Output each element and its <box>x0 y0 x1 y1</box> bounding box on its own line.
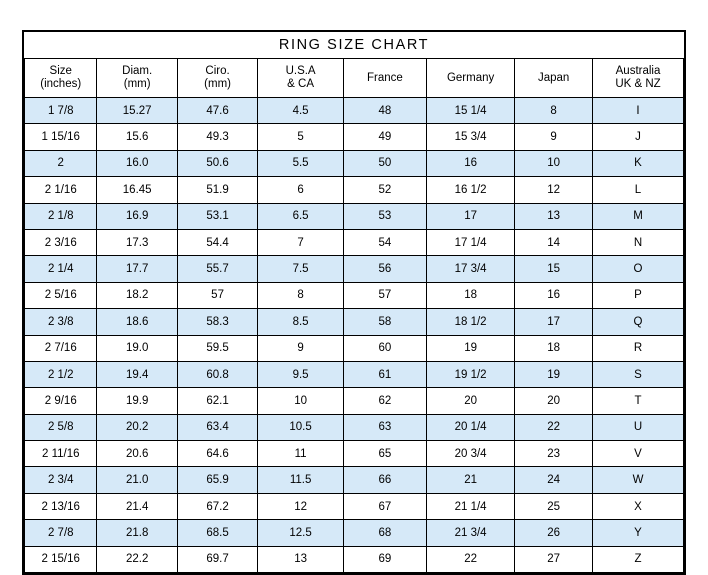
table-cell: 6 <box>258 177 344 203</box>
table-cell: 48 <box>343 98 426 124</box>
table-cell: 23 <box>515 441 593 467</box>
table-cell: 18 <box>426 282 514 308</box>
table-cell: 54.4 <box>177 229 257 255</box>
table-cell: 2 5/16 <box>25 282 97 308</box>
table-cell: 13 <box>515 203 593 229</box>
table-cell: 2 3/8 <box>25 309 97 335</box>
table-cell: 52 <box>343 177 426 203</box>
table-cell: 16 <box>426 150 514 176</box>
table-cell: 67 <box>343 493 426 519</box>
table-cell: 15.6 <box>97 124 177 150</box>
table-cell: 8 <box>258 282 344 308</box>
table-cell: 17 <box>515 309 593 335</box>
table-row <box>25 441 684 467</box>
table-cell: 8.5 <box>258 309 344 335</box>
table-cell: 58.3 <box>177 309 257 335</box>
table-cell: 53 <box>343 203 426 229</box>
table-cell: 50 <box>343 150 426 176</box>
table-cell: 6.5 <box>258 203 344 229</box>
table-cell: 59.5 <box>177 335 257 361</box>
table-cell: 17 1/4 <box>426 229 514 255</box>
column-header-line2: & CA <box>287 78 315 90</box>
table-cell: 19 <box>515 361 593 387</box>
table-cell: J <box>593 124 684 150</box>
column-header-4 <box>343 59 426 98</box>
table-cell: 69.7 <box>177 546 257 572</box>
table-cell: 21 1/4 <box>426 493 514 519</box>
table-cell: 60.8 <box>177 361 257 387</box>
table-row <box>25 150 684 176</box>
column-header-line1: Diam. <box>122 65 153 77</box>
table-cell: 63.4 <box>177 414 257 440</box>
table-cell: 69 <box>343 546 426 572</box>
table-cell: 2 1/8 <box>25 203 97 229</box>
table-cell: 21 <box>426 467 514 493</box>
table-row <box>25 309 684 335</box>
table-cell: 2 5/8 <box>25 414 97 440</box>
table-cell: 8 <box>515 98 593 124</box>
chart-title: RING SIZE CHART <box>25 32 684 59</box>
table-cell: 11.5 <box>258 467 344 493</box>
table-cell: 12.5 <box>258 520 344 546</box>
table-row <box>25 467 684 493</box>
table-cell: Z <box>593 546 684 572</box>
table-cell: 19 <box>426 335 514 361</box>
table-row <box>25 229 684 255</box>
column-header-line2: UK & NZ <box>615 78 661 90</box>
table-cell: 21.0 <box>97 467 177 493</box>
table-cell: 2 3/16 <box>25 229 97 255</box>
table-cell: 68.5 <box>177 520 257 546</box>
table-row <box>25 256 684 282</box>
column-header-3 <box>258 59 344 98</box>
table-cell: 50.6 <box>177 150 257 176</box>
table-row <box>25 177 684 203</box>
table-cell: 2 15/16 <box>25 546 97 572</box>
table-cell: L <box>593 177 684 203</box>
column-header-line1: France <box>367 71 403 84</box>
table-cell: 7.5 <box>258 256 344 282</box>
table-cell: 27 <box>515 546 593 572</box>
table-cell: 19.4 <box>97 361 177 387</box>
table-cell: 4.5 <box>258 98 344 124</box>
column-header-line2: (mm) <box>123 78 151 90</box>
table-cell: 15 <box>515 256 593 282</box>
column-header-2 <box>177 59 257 98</box>
table-cell: 2 1/4 <box>25 256 97 282</box>
table-cell: 2 <box>25 150 97 176</box>
table-cell: 15.27 <box>97 98 177 124</box>
table-cell: 62.1 <box>177 388 257 414</box>
table-cell: K <box>593 150 684 176</box>
table-cell: 9 <box>515 124 593 150</box>
table-cell: 18.6 <box>97 309 177 335</box>
table-cell: 2 13/16 <box>25 493 97 519</box>
table-cell: 20 1/4 <box>426 414 514 440</box>
column-header-5 <box>426 59 514 98</box>
table-row <box>25 388 684 414</box>
table-cell: 47.6 <box>177 98 257 124</box>
column-header-7 <box>593 59 684 98</box>
column-header-line1: Germany <box>446 71 495 84</box>
table-cell: 12 <box>515 177 593 203</box>
table-cell: 68 <box>343 520 426 546</box>
table-cell: 22.2 <box>97 546 177 572</box>
column-header-line1: Japan <box>537 71 570 84</box>
table-cell: 2 7/8 <box>25 520 97 546</box>
table-cell: X <box>593 493 684 519</box>
table-cell: 49.3 <box>177 124 257 150</box>
table-cell: 20.2 <box>97 414 177 440</box>
table-cell: 1 15/16 <box>25 124 97 150</box>
table-cell: 26 <box>515 520 593 546</box>
table-cell: 20 <box>515 388 593 414</box>
ring-size-table <box>24 32 684 573</box>
table-cell: 49 <box>343 124 426 150</box>
table-cell: 10 <box>515 150 593 176</box>
table-cell: V <box>593 441 684 467</box>
table-cell: 58 <box>343 309 426 335</box>
table-cell: M <box>593 203 684 229</box>
table-cell: 22 <box>515 414 593 440</box>
table-cell: P <box>593 282 684 308</box>
table-cell: O <box>593 256 684 282</box>
table-row <box>25 493 684 519</box>
column-header-line2: (mm) <box>204 78 231 90</box>
table-cell: 66 <box>343 467 426 493</box>
table-cell: 2 7/16 <box>25 335 97 361</box>
table-cell: Q <box>593 309 684 335</box>
table-cell: 16.0 <box>97 150 177 176</box>
table-row <box>25 361 684 387</box>
table-cell: 16.45 <box>97 177 177 203</box>
column-header-1 <box>97 59 177 98</box>
table-row <box>25 335 684 361</box>
table-cell: 17 3/4 <box>426 256 514 282</box>
column-header-6 <box>515 59 593 98</box>
table-cell: 9 <box>258 335 344 361</box>
table-cell: 64.6 <box>177 441 257 467</box>
ring-size-chart <box>22 30 686 575</box>
table-cell: 17 <box>426 203 514 229</box>
table-row <box>25 546 684 572</box>
table-cell: N <box>593 229 684 255</box>
column-header-line2: (inches) <box>40 78 82 90</box>
table-cell: 67.2 <box>177 493 257 519</box>
table-cell: 9.5 <box>258 361 344 387</box>
table-cell: 65 <box>343 441 426 467</box>
table-cell: 2 3/4 <box>25 467 97 493</box>
table-cell: 14 <box>515 229 593 255</box>
table-cell: 10.5 <box>258 414 344 440</box>
table-cell: 19.0 <box>97 335 177 361</box>
table-row <box>25 98 684 124</box>
table-cell: 5 <box>258 124 344 150</box>
column-header-0 <box>25 59 97 98</box>
table-cell: 17.3 <box>97 229 177 255</box>
table-cell: 7 <box>258 229 344 255</box>
table-cell: 16 1/2 <box>426 177 514 203</box>
table-cell: 5.5 <box>258 150 344 176</box>
table-cell: 55.7 <box>177 256 257 282</box>
table-cell: Y <box>593 520 684 546</box>
table-cell: W <box>593 467 684 493</box>
table-cell: 63 <box>343 414 426 440</box>
table-cell: 57 <box>177 282 257 308</box>
table-cell: 19 1/2 <box>426 361 514 387</box>
table-cell: 56 <box>343 256 426 282</box>
table-cell: 18 1/2 <box>426 309 514 335</box>
table-cell: 54 <box>343 229 426 255</box>
table-cell: 15 3/4 <box>426 124 514 150</box>
table-cell: 21 3/4 <box>426 520 514 546</box>
table-cell: 21.4 <box>97 493 177 519</box>
table-cell: 18 <box>515 335 593 361</box>
table-cell: R <box>593 335 684 361</box>
table-cell: 2 9/16 <box>25 388 97 414</box>
table-cell: 22 <box>426 546 514 572</box>
table-cell: 60 <box>343 335 426 361</box>
table-cell: I <box>593 98 684 124</box>
table-cell: 20 <box>426 388 514 414</box>
table-cell: 16 <box>515 282 593 308</box>
table-cell: 24 <box>515 467 593 493</box>
table-cell: 2 1/2 <box>25 361 97 387</box>
table-cell: 65.9 <box>177 467 257 493</box>
table-cell: S <box>593 361 684 387</box>
table-cell: 20.6 <box>97 441 177 467</box>
table-cell: 16.9 <box>97 203 177 229</box>
table-cell: 11 <box>258 441 344 467</box>
table-cell: 21.8 <box>97 520 177 546</box>
table-cell: T <box>593 388 684 414</box>
table-cell: U <box>593 414 684 440</box>
table-cell: 57 <box>343 282 426 308</box>
column-header-line1: Ciro. <box>205 65 230 77</box>
table-cell: 61 <box>343 361 426 387</box>
table-cell: 2 1/16 <box>25 177 97 203</box>
column-header-line1: Australia <box>615 65 661 77</box>
table-cell: 51.9 <box>177 177 257 203</box>
table-header-row <box>25 59 684 98</box>
table-row <box>25 282 684 308</box>
table-cell: 17.7 <box>97 256 177 282</box>
table-cell: 25 <box>515 493 593 519</box>
table-cell: 62 <box>343 388 426 414</box>
table-cell: 53.1 <box>177 203 257 229</box>
column-header-line1: U.S.A <box>285 65 316 77</box>
column-header-line1: Size <box>49 65 72 77</box>
table-cell: 13 <box>258 546 344 572</box>
table-cell: 1 7/8 <box>25 98 97 124</box>
table-cell: 19.9 <box>97 388 177 414</box>
table-cell: 18.2 <box>97 282 177 308</box>
table-row <box>25 520 684 546</box>
table-title-row <box>25 32 684 59</box>
table-cell: 12 <box>258 493 344 519</box>
table-cell: 2 11/16 <box>25 441 97 467</box>
table-row <box>25 203 684 229</box>
table-cell: 15 1/4 <box>426 98 514 124</box>
table-cell: 10 <box>258 388 344 414</box>
table-cell: 20 3/4 <box>426 441 514 467</box>
table-row <box>25 414 684 440</box>
table-row <box>25 124 684 150</box>
